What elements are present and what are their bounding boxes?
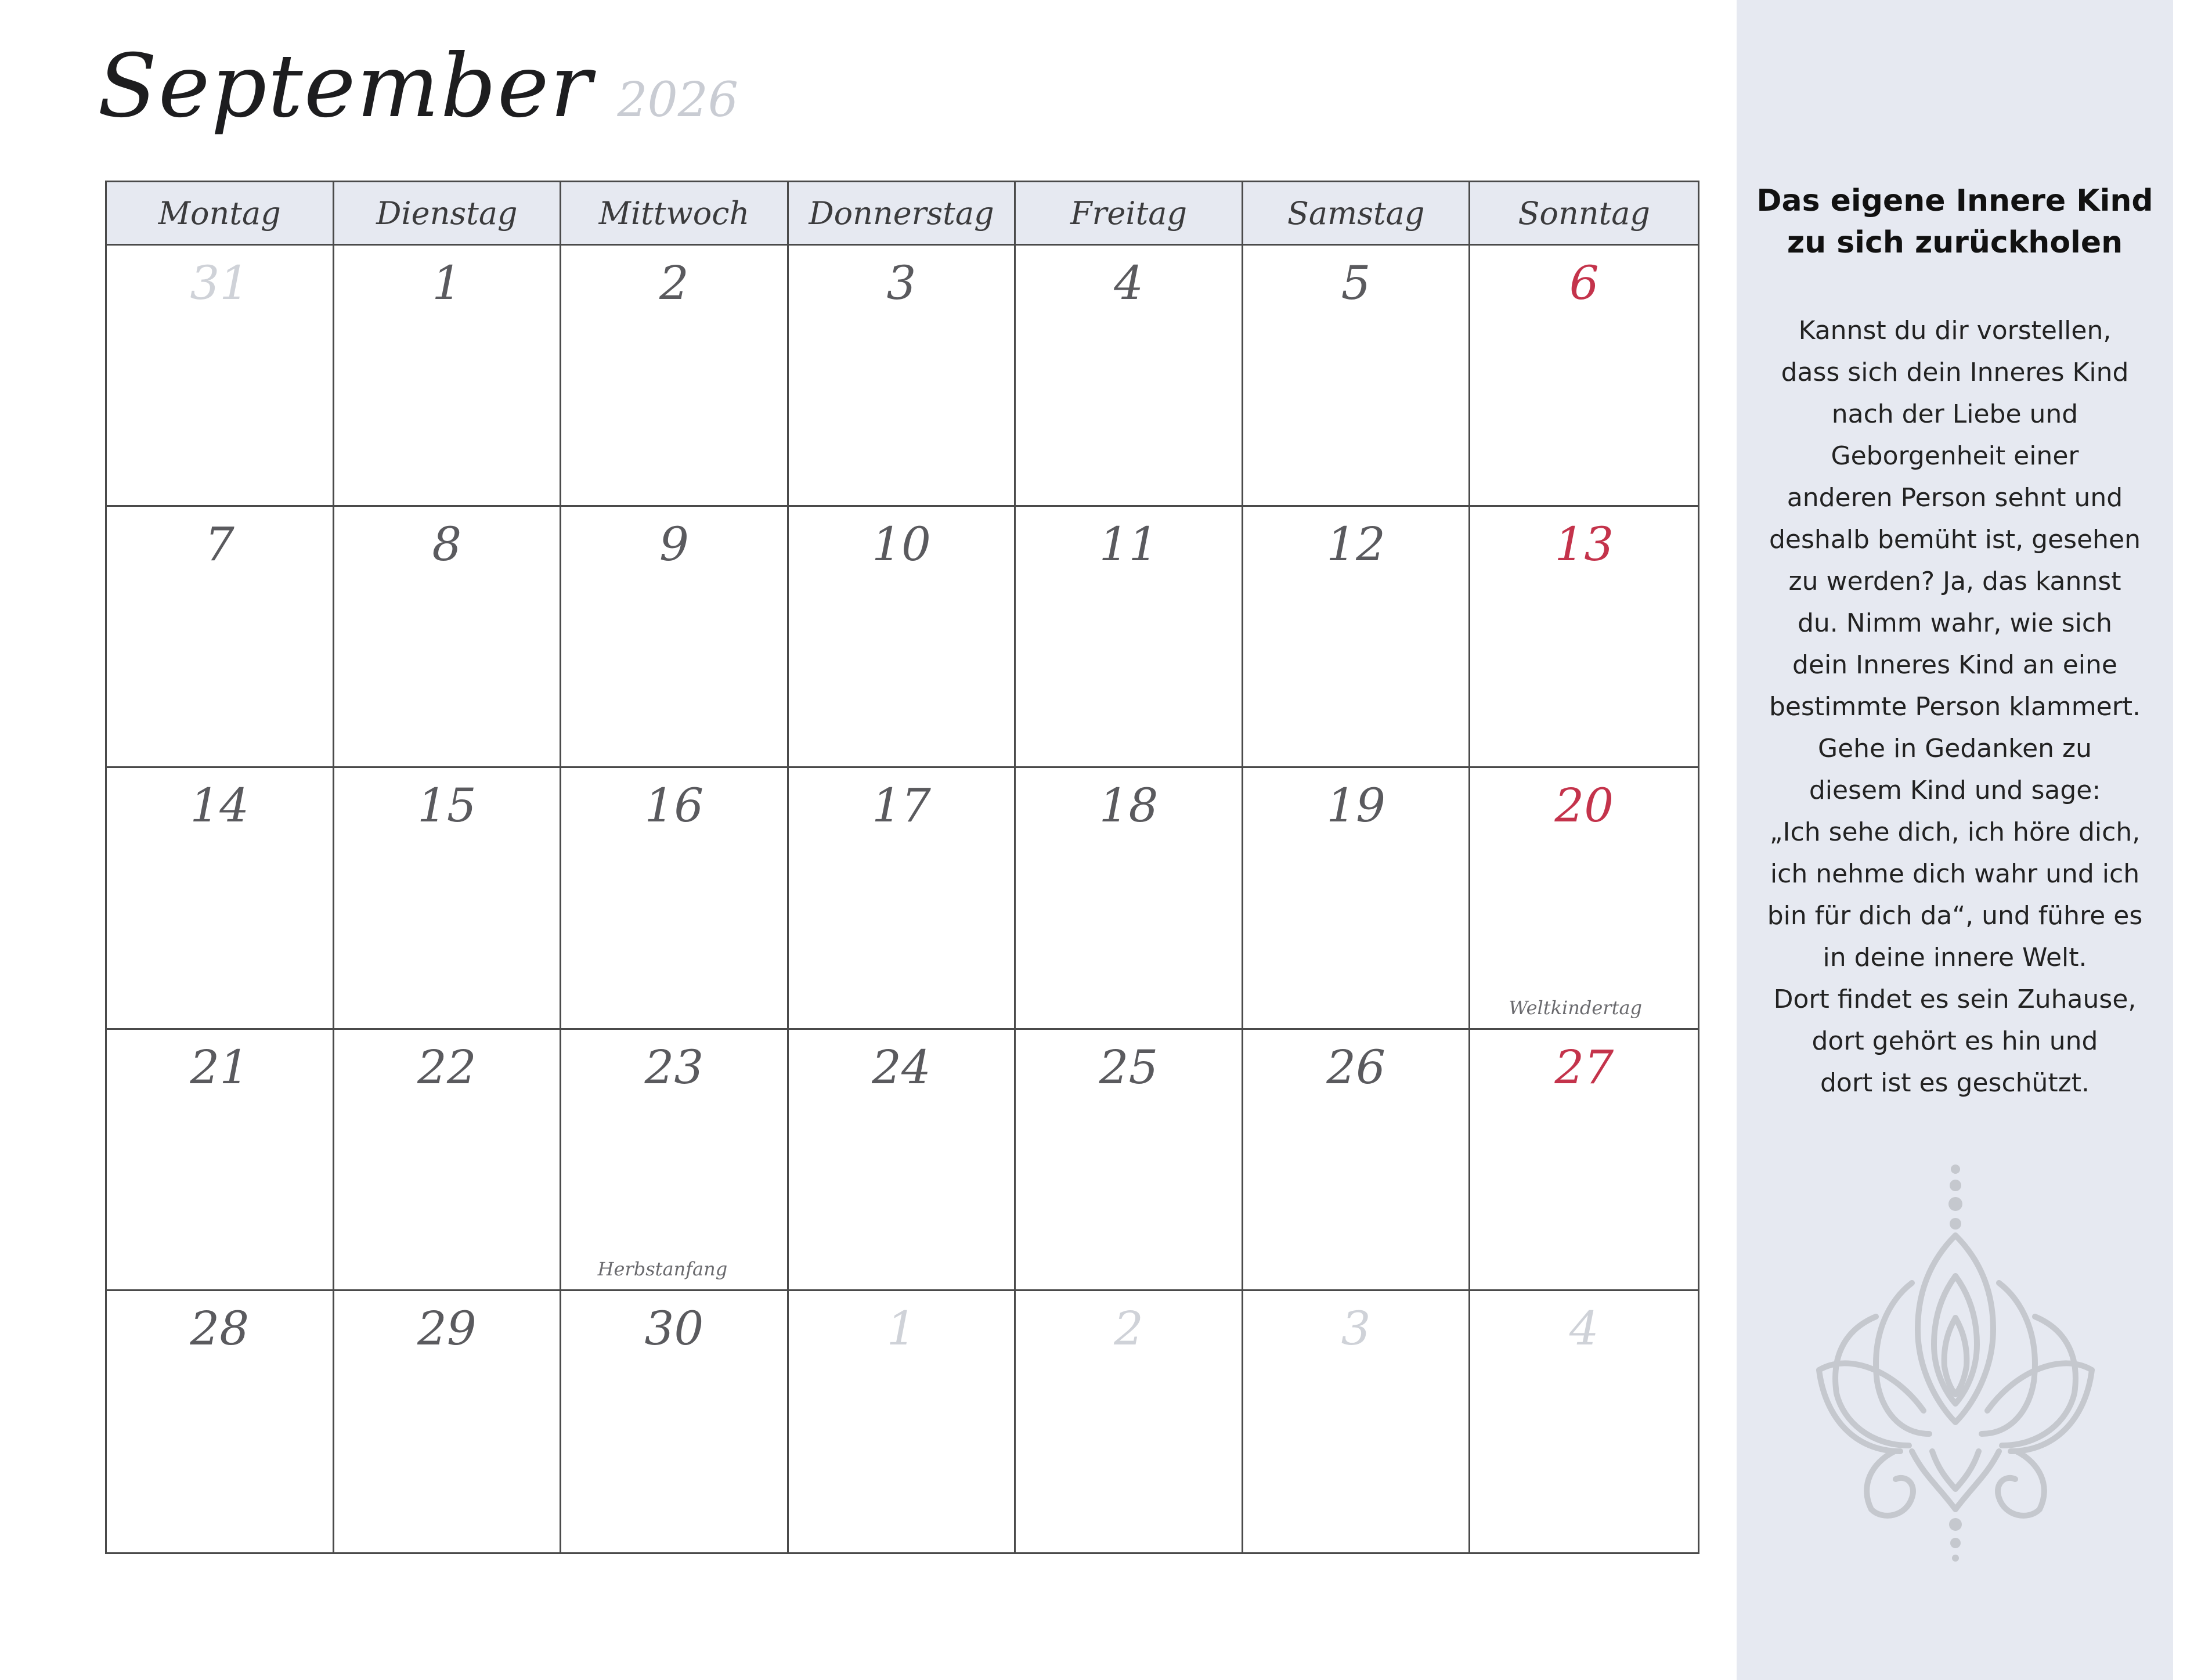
sidebar-title-line: Das eigene Innere Kind [1756,183,2153,218]
day-cell [334,246,562,507]
day-number: 12 [1326,517,1386,572]
sidebar-title-line: zu sich zurückholen [1787,225,2123,260]
weekday-monday: Montag [107,182,334,244]
day-number: 23 [644,1040,704,1094]
day-number: 4 [1569,1301,1599,1355]
day-cell [1243,1030,1471,1291]
day-cell [789,1291,1016,1552]
day-number: 9 [659,517,689,572]
day-cell [561,246,789,507]
day-number: 6 [1569,256,1599,310]
sidebar-text-line: dass sich dein Inneres Kind [1781,358,2129,387]
day-number: 18 [1099,778,1159,833]
sidebar-text-line: Dort findet es sein Zuhause, [1773,985,2137,1014]
weekday-thursday: Donnerstag [789,182,1016,244]
day-cell [1016,1030,1243,1291]
day-number: 1 [886,1301,916,1355]
day-number: 21 [190,1040,250,1094]
day-cell [107,768,334,1029]
month-name: September [98,36,593,137]
day-cell [1016,1291,1243,1552]
day-cell [1470,246,1698,507]
day-cell [789,246,1016,507]
day-number: 11 [1099,517,1159,572]
day-number: 10 [872,517,931,572]
day-number: 15 [417,778,477,833]
day-number: 17 [872,778,931,833]
day-number: 24 [872,1040,931,1094]
day-cell [1016,768,1243,1029]
sidebar-text-line: Geborgenheit einer [1831,441,2079,471]
day-grid [107,246,1698,1552]
day-number: 2 [1114,1301,1144,1355]
day-number: 5 [1341,256,1371,310]
day-cell [561,768,789,1029]
day-number: 30 [644,1301,704,1355]
holiday-note: Herbstanfang [597,1257,728,1280]
day-number: 20 [1554,778,1614,833]
day-cell [789,768,1016,1029]
day-number: 1 [432,256,462,310]
day-cell [107,246,334,507]
lotus-icon [1807,1161,2103,1562]
day-number: 29 [417,1301,477,1355]
sidebar-text-line: bestimmte Person klammert. [1769,692,2141,722]
day-cell [334,768,562,1029]
sidebar-text-line: ich nehme dich wahr und ich [1770,859,2140,889]
weekday-friday: Freitag [1016,182,1243,244]
day-number: 7 [204,517,234,572]
day-cell [334,507,562,768]
day-number: 31 [190,256,250,310]
sidebar-text-line: dort ist es geschützt. [1820,1068,2090,1098]
weekday-tuesday: Dienstag [334,182,562,244]
day-number: 13 [1554,517,1614,572]
sidebar [1737,0,2173,1680]
sidebar-text [1737,310,2173,1104]
sidebar-text-line: du. Nimm wahr, wie sich [1797,608,2113,638]
day-cell [1243,768,1471,1029]
weekday-header [107,182,1698,246]
day-cell [1470,507,1698,768]
sidebar-text-line: anderen Person sehnt und [1787,483,2123,513]
sidebar-text-line: Kannst du dir vorstellen, [1798,316,2112,345]
day-number: 28 [190,1301,250,1355]
sidebar-text-line: nach der Liebe und [1831,399,2078,429]
day-number: 22 [417,1040,477,1094]
weekday-wednesday: Mittwoch [561,182,789,244]
calendar-title [98,36,738,152]
day-cell [789,1030,1016,1291]
day-cell [107,1291,334,1552]
day-number: 16 [644,778,704,833]
day-number: 19 [1326,778,1386,833]
sidebar-text-line: bin für dich da“, und führe es [1767,901,2143,931]
sidebar-text-line: dort gehört es hin und [1812,1026,2098,1056]
sidebar-text-line: zu werden? Ja, das kannst [1788,567,2121,596]
sidebar-text-line: dein Inneres Kind an eine [1792,650,2117,680]
sidebar-text-line: in deine innere Welt. [1823,943,2087,972]
day-number: 26 [1326,1040,1386,1094]
day-cell [789,507,1016,768]
weekday-saturday: Samstag [1243,182,1471,244]
day-cell [1470,768,1698,1029]
sidebar-title [1737,180,2173,264]
holiday-note: Weltkindertag [1509,996,1642,1019]
calendar-grid [105,181,1699,1554]
day-number: 25 [1099,1040,1159,1094]
sidebar-text-line: deshalb bemüht ist, gesehen [1769,525,2141,554]
day-cell [107,1030,334,1291]
day-cell [107,507,334,768]
day-cell [334,1291,562,1552]
sidebar-text-line: Gehe in Gedanken zu [1818,734,2092,763]
sidebar-text-line: „Ich sehe dich, ich höre dich, [1769,817,2141,847]
year: 2026 [617,73,739,128]
day-cell [561,1291,789,1552]
day-cell [1243,1291,1471,1552]
day-cell [1016,246,1243,507]
day-number: 27 [1554,1040,1614,1094]
day-cell [561,1030,789,1291]
weekday-sunday: Sonntag [1518,194,1650,232]
day-cell [1470,1291,1698,1552]
day-cell [1243,507,1471,768]
sidebar-text-line: diesem Kind und sage: [1809,776,2101,805]
day-cell [334,1030,562,1291]
day-cell [561,507,789,768]
day-number: 3 [886,256,916,310]
day-number: 8 [432,517,462,572]
day-number: 4 [1114,256,1144,310]
day-number: 14 [190,778,250,833]
day-cell [1243,246,1471,507]
day-number: 3 [1341,1301,1371,1355]
day-cell [1470,1030,1698,1291]
day-number: 2 [659,256,689,310]
day-cell [1016,507,1243,768]
